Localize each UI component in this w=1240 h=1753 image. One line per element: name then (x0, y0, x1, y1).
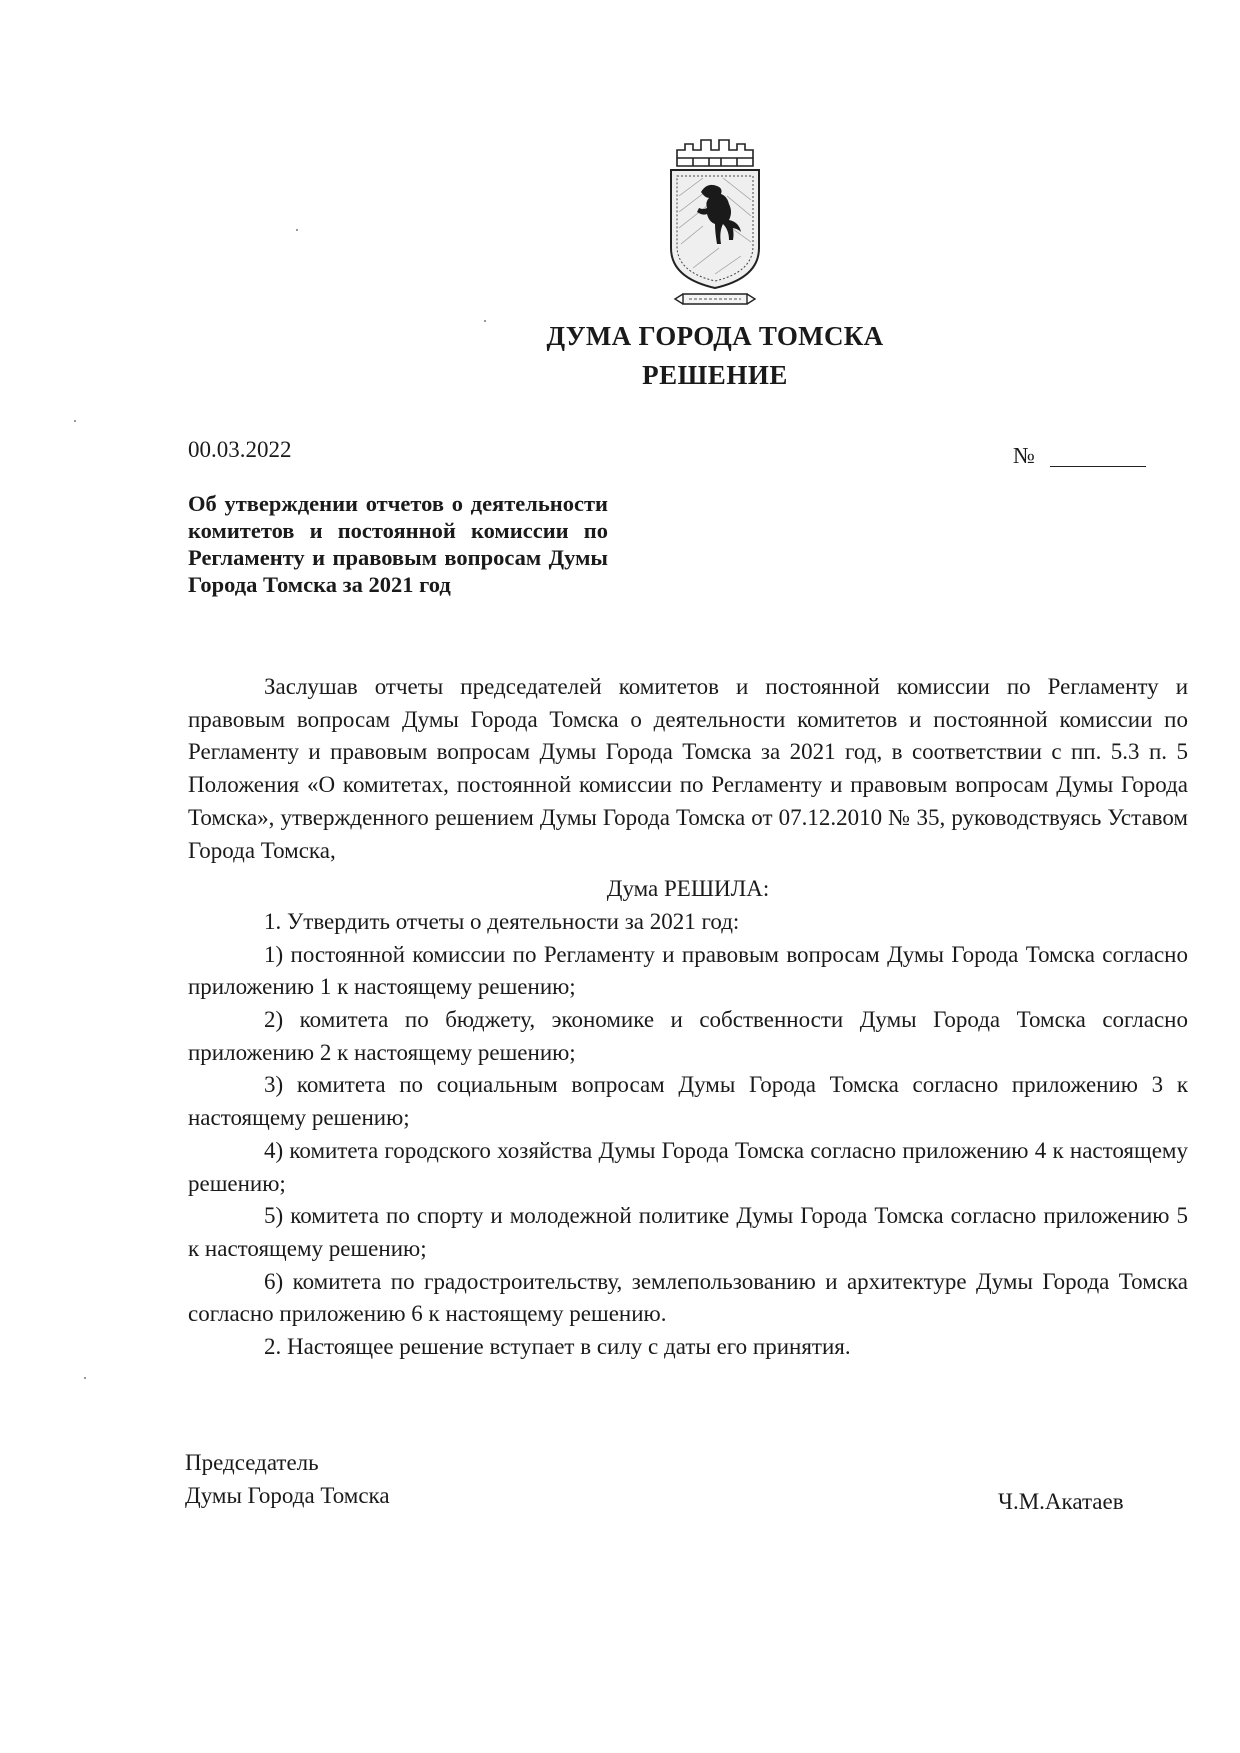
scan-speck (84, 1377, 86, 1379)
document-subject: Об утверждении отчетов о деятельности комитетов и постоянной комиссии по Регламенту и правовым вопросам Думы Города Томска за 2021 год (188, 491, 608, 597)
resolved-heading: Дума РЕШИЛА: (606, 876, 770, 902)
signatory-position-line2: Думы Города Томска (185, 1483, 390, 1508)
signatory-position-line1: Председатель (185, 1450, 319, 1475)
clause-1: 1. Утвердить отчеты о деятельности за 2021 год: (264, 908, 740, 934)
subitem-4: 4) комитета городского хозяйства Думы Города Томска согласно приложению 4 к настоящему решению; (188, 1137, 1188, 1196)
subitem-5: 5) комитета по спорту и молодежной политике Думы Города Томска согласно приложению 5 к настоящему решению; (188, 1203, 1188, 1261)
tomsk-coat-of-arms-icon (663, 136, 767, 310)
subitem-2: 2) комитета по бюджету, экономике и собственности Думы Города Томска согласно приложению 2 к настоящему решению; (188, 1007, 1188, 1065)
organization-title: ДУМА ГОРОДА ТОМСКА (546, 321, 884, 351)
document-number-blank (1050, 466, 1146, 467)
scan-speck (74, 420, 76, 422)
signatory-name: Ч.М.Акатаев (998, 1489, 1124, 1514)
document-body (188, 671, 1188, 1364)
scan-speck (484, 320, 486, 322)
subitem-6: 6) комитета по градостроительству, землепользованию и архитектуре Думы Города Томска согласно приложению 6 к настоящему решению. (188, 1268, 1188, 1327)
preamble-paragraph: Заслушав отчеты председателей комитетов и постоянной комиссии по Регламенту и правовым вопросам Думы Города Томска о деятельности комитетов и постоянной комиссии по Регламенту и правовым вопросам Думы Города Томска за 2021 год, в соответствии с пп. 5.3 п. 5 Положения «О комитетах, постоянной комиссии по Регламенту и правовым вопросам Думы Города Томска», утвержденного решением Думы Города Томска от 07.12.2010 № 35, руководствуясь Уставом Города Томска, (188, 674, 1188, 863)
document-type: РЕШЕНИЕ (642, 360, 788, 390)
document-number-label: № (1013, 443, 1035, 468)
document-date: 00.03.2022 (188, 437, 292, 462)
clause-2: 2. Настоящее решение вступает в силу с даты его принятия. (264, 1334, 851, 1360)
subitem-1: 1) постоянной комиссии по Регламенту и правовым вопросам Думы Города Томска согласно приложению 1 к настоящему решению; (188, 941, 1188, 1000)
signatory-position (185, 1446, 390, 1512)
subitem-3: 3) комитета по социальным вопросам Думы Города Томска согласно приложению 3 к настоящему решению; (188, 1072, 1188, 1131)
scan-speck (296, 229, 298, 231)
